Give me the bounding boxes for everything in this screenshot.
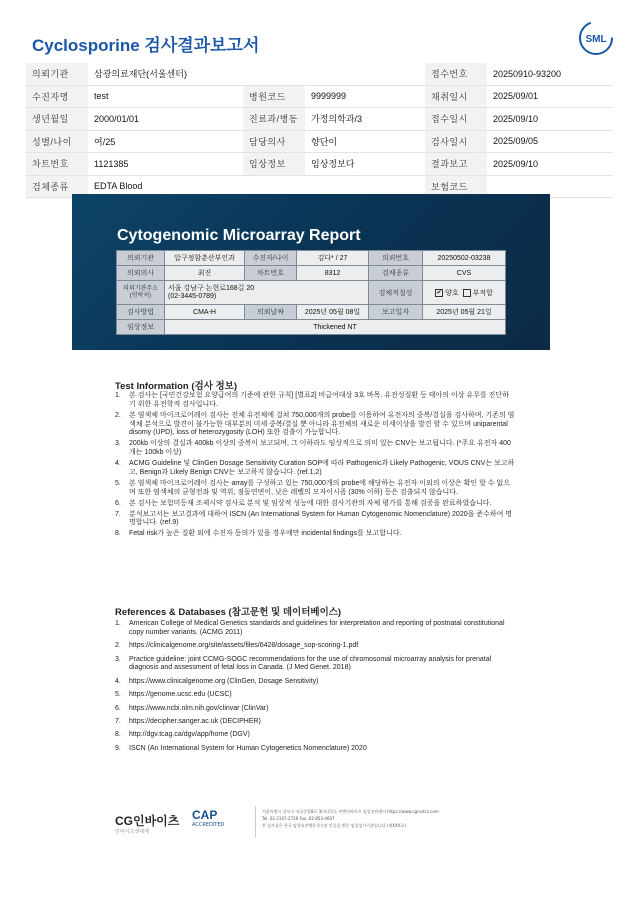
list-item: 1. 본 검사는 [국민건강보험 요양급여의 기준에 관한 규칙] [별표2] 비급여대상 3호 바목. 유전성질환 등 태아의 이상 유무를 진단하기 위한 유전학적 검사입니다. [115,392,509,408]
table-row: 의뢰기관주소 (연락처) 서울 강남구 논현로168길 20 (02-3445-0789) 검체적절성 ✔ 양호 부적합 [117,281,506,305]
list-item: 5. 본 염색체 마이크로어레이 검사는 array를 구성하고 있는 750,000개의 probe에 해당하는 유전자 이외의 이상은 확인 할 수 없으며 또한 염색체의 균형전좌 및 역위, 점돌연변이, 낮은 레벨의 모자이시즘 (30% 이하) 등은 검출되지 않습니다. [115,479,511,496]
field-label: 검체종류 [26,175,88,198]
logo-text: SML [585,34,607,45]
list-item: 9. ISCN (An International System for Human Cytogenetics Nomenclature) 2020 [115,744,367,752]
list-item: 1. American College of Medical Genetics standards and guidelines for interpretation and reporting of postnatal constitutional copy number variants. (ACMG 2011) [115,620,505,636]
table-row: 의뢰기관 압구정함춘산부인과 수진자/나이 김다* / 27 의뢰번호 20250502-03238 [117,251,506,266]
field-value: 임상정보다 [305,153,425,176]
table-row [26,85,613,108]
table-row: 의뢰의사 최진 차트번호 8312 검체종류 CVS [117,266,506,281]
page-title: Cyclosporine 검사결과보고서 [32,36,260,55]
list-item: 2. https://clinicalgenome.org/site/assets/files/6428/dosage_sop-scoring-1.pdf [115,642,359,650]
field-label [243,63,305,85]
field-label: 성별/나이 [26,130,88,153]
cg-invites-sub: 인바이츠생태계 [115,829,149,835]
field-value [305,63,425,85]
sml-logo [578,20,614,56]
patient-info-table [26,63,613,198]
table-row: 임상정보 Thickened NT [117,320,506,335]
field-label: 진료과/병동 [243,108,305,131]
field-value: 1121385 [88,153,243,176]
list-item: 2. 본 염색체 마이크로어레이 검사는 전체 유전체에 걸쳐 750,000개의 probe를 이용하여 유전자의 중복/결실을 검사하며, 기존의 염색체 분석으로 발견이 불가능한 대부분의 미세 중복/결실 뿐 아니라 유전체의 새로운 미세이상을 발견 할 수 있으며 uniparental disomy (UPD), loss of heterozygosity (LOH) 또한 검출이 가능합니다. [115,411,515,437]
field-label: 임상정보 [243,153,305,176]
field-value: 삼광의료재단(서울센터) [88,63,243,85]
field-value: 2025/09/01 [487,85,613,108]
list-item: 7. https://decipher.sanger.ac.uk (DECIPHER) [115,717,261,725]
report-info-table [116,250,506,335]
cap-logo: CAP [192,808,218,822]
field-value: 가정의학과/3 [305,108,425,131]
field-label: 의뢰기관 [26,63,88,85]
field-value: EDTA Blood [88,175,243,198]
field-value: 향단이 [305,130,425,153]
list-item: 6. https://www.ncbi.nlm.nih.gov/clinvar (ClinVar) [115,704,269,712]
field-label: 검사일시 [425,130,487,153]
list-item: 8. Fetal risk가 높은 질환 외에 수진자 동의가 있을 경우에만 incidental findings를 보고합니다. [115,530,402,538]
adequacy-ok-checkbox: ✔ [436,289,442,296]
test-info-title: Test Information (검사 정보) [115,381,238,392]
field-value: 여/25 [88,130,243,153]
attached-report-image [72,194,550,835]
field-label: 생년월일 [26,108,88,131]
field-label: 결과보고 [425,153,487,176]
table-row [26,153,613,176]
table-row [26,130,613,153]
cg-invites-logo: CG인바이츠 [115,814,180,828]
field-label: 차트번호 [26,153,88,176]
field-value: 9999999 [305,85,425,108]
list-item: 6. 본 검사는 보험미등재 조제시약 검사로 분석 및 임상적 성능에 대한 검사기관의 자체 평가를 통해 검증을 완료하였습니다. [115,499,492,507]
footer-divider [255,806,256,838]
references-title: References & Databases (참고문헌 및 데이터베이스) [115,607,342,618]
field-label: 담당의사 [243,130,305,153]
footer-text: 서울특별시 강서구 마곡중앙8로 3(마곡동), 씨젠인바이츠 임상진단센터 https://www.cgnvitcs.com Tel. 02-2107-2729 Fax. 02-853-4607 본 검사실은 한국 임상유전체분석기관 인증을 받은 임상검사기관입니다 (제XXX호) [262,809,439,828]
list-item: 3. Practice guideline: joint CCMG-SOGC recommendations for the use of chromosomal microarray analysis for prenatal diagnosis and assessment of fetal loss in Canada. (J Med Genet. 2018) [115,655,492,672]
references-list [115,620,515,758]
table-row: 검사방법 CMA-H 의뢰날짜 2025년 05월 08일 보고일자 2025년 05월 21일 [117,305,506,320]
list-item: 4. https://www.clinicalgenome.org (ClinGen, Dosage Sensitivity) [115,677,319,685]
field-value: 2025/09/05 [487,130,613,153]
field-value: 20250910-93200 [487,63,613,85]
field-label: 접수일시 [425,108,487,131]
field-label: 병원코드 [243,85,305,108]
field-label: 접수번호 [425,63,487,85]
field-value: test [88,85,243,108]
list-item: 8. http://dgv.tcag.ca/dgv/app/home (DGV) [115,731,250,739]
field-label: 채취일시 [425,85,487,108]
field-value: 2000/01/01 [88,108,243,131]
table-row [26,108,613,131]
table-row [26,63,613,85]
list-item: 7. 분석보고서는 보고결과에 대하여 ISCN (An International System for Human Cytogenomic Nomenclature) 2020을 준수하여 명명합니다. (ref.9) [115,510,513,527]
cap-accredited: ACCREDITED [192,822,225,828]
list-item: 5. https://genome.ucsc.edu (UCSC) [115,691,232,699]
list-item: 4. ACMG Guideline 및 ClinGen Dosage Sensitivity Curation SOP에 따라 Pathogenic과 Likely Pathogenic, VOUS CNV는 보고하고, Benign과 Likely Benign CNV는 보고하지 않습니다. (ref.1,2) [115,460,515,476]
adequacy-ng-checkbox [463,289,471,297]
field-value: 2025/09/10 [487,108,613,131]
report-title: Cytogenomic Microarray Report [117,227,361,244]
test-info-list [115,392,515,541]
list-item: 3. 200kb 이상의 결실과 400kb 이상의 중복이 보고되며, 그 이하라도 임상적으로 의미 있는 CNV는 보고됩니다. (*주요 유전자 400개는 100kb 이상) [115,440,511,457]
field-value: 2025/09/10 [487,153,613,176]
field-label: 보험코드 [425,175,487,198]
field-label: 수진자명 [26,85,88,108]
